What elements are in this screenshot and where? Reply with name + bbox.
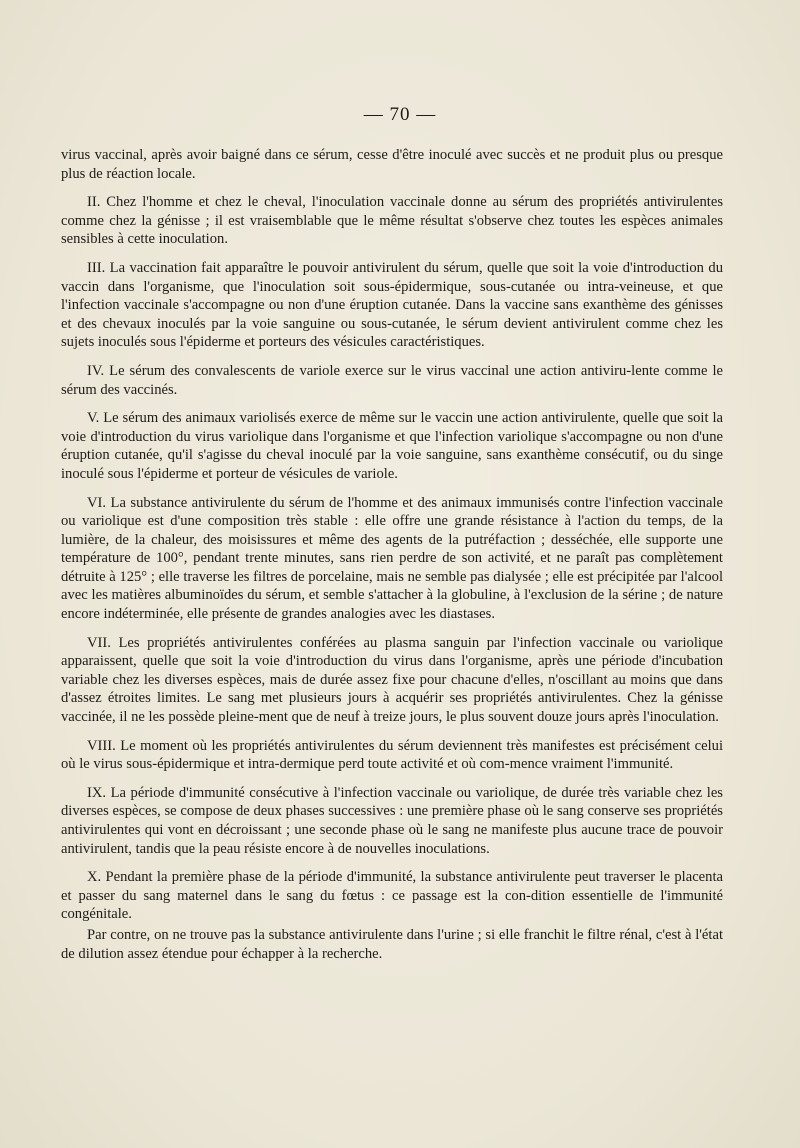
- paragraph-x: X. Pendant la première phase de la période d'immunité, la substance antivirulente peut traverser le placenta et passer du sang maternel dans le sang du fœtus : ce passage est la con-dition essentielle de l'immunité congénitale.: [61, 869, 723, 923]
- paragraph-ii: II. Chez l'homme et chez le cheval, l'inoculation vaccinale donne au sérum des propriétés antivirulentes comme chez la génisse ; il est vraisemblable que le même résultat s'observe chez toutes les espèces animales sensibles à cette inoculation.: [61, 194, 723, 248]
- page-number: — 70 —: [363, 104, 437, 125]
- paragraph-viii: VIII. Le moment où les propriétés antivirulentes du sérum deviennent très manifestes est précisément celui où le virus sous-épidermique et intra-dermique perd toute activité et où com-mence vraiment l'immunité.: [61, 737, 723, 773]
- paragraph-par-contre: Par contre, on ne trouve pas la substance antivirulente dans l'urine ; si elle franchit le filtre rénal, c'est à l'état de dilution assez étendue pour échapper à la recherche.: [61, 926, 723, 962]
- page-body: [61, 146, 723, 973]
- paragraph-v: V. Le sérum des animaux variolisés exerce de même sur le vaccin une action antivirulente, quelle que soit la voie d'introduction du virus variolique dans l'organisme et que l'infection variolique s'accompagne ou non d'une éruption cutanée, qu'il s'agisse du cheval inoculé par la voie sanguine, sans exanthème consécutif, ou du singe inoculé sous l'épiderme et porteur de vésicules de variole.: [61, 410, 723, 482]
- paragraph-iii: III. La vaccination fait apparaître le pouvoir antivirulent du sérum, quelle que soit la voie d'introduction du vaccin dans l'organisme, que l'inoculation soit sous-épidermique, sous-cutanée ou intra-veineuse, et que l'infection vaccinale s'accompagne ou non d'une éruption cutanée. Dans la vaccine sans exanthème des génisses et des chevaux inoculés par la voie sanguine ou sous-cutanée, le sérum devient antivirulent comme chez les sujets inoculés sous l'épiderme et porteurs des vésicules caractéristiques.: [61, 259, 723, 351]
- paragraph-vi: VI. La substance antivirulente du sérum de l'homme et des animaux immunisés contre l'infection vaccinale ou variolique est d'une composition très stable : elle offre une grande résistance à l'action du temps, de la lumière, de la chaleur, des moisissures et même des agents de la putréfaction ; desséchée, elle supporte une température de 100°, pendant trente minutes, sans rien perdre de son activité, et ne paraît pas complètement détruite à 125° ; elle traverse les filtres de porcelaine, mais ne semble pas dialysée ; elle est précipitée par l'alcool avec les matières albuminoïdes du sérum, et semble s'attacher à la globuline, à l'exclusion de la sérine ; de nature encore indéterminée, elle présente de grandes analogies avec les diastases.: [61, 494, 723, 623]
- paragraph-iv: IV. Le sérum des convalescents de variole exerce sur le virus vaccinal une action antiviru-lente comme le sérum des vaccinés.: [61, 362, 723, 398]
- paragraph-ix: IX. La période d'immunité consécutive à l'infection vaccinale ou variolique, de durée très variable chez les diverses espèces, se compose de deux phases successives : une première phase où le sang conserve ses propriétés antivirulentes qui vont en décroissant ; une seconde phase où le sang ne manifeste plus aucune trace de pouvoir antivirulent, tandis que la peau résiste encore à de nouvelles inoculations.: [61, 784, 723, 857]
- paragraph-vii: VII. Les propriétés antivirulentes conférées au plasma sanguin par l'infection vaccinale ou variolique apparaissent, quelle que soit la voie d'introduction du virus dans l'organisme, après une période d'incubation variable chez les diverses espèces, mais de durée assez fixe pour chacune d'elles, n'oscillant au moins que dans d'assez étroites limites. Le sang met plusieurs jours à acquérir ses propriétés antivirulentes. Chez la génisse vaccinée, il ne les possède pleine-ment que de neuf à treize jours, le plus souvent douze jours après l'inoculation.: [61, 634, 723, 726]
- paragraph-continuation: virus vaccinal, après avoir baigné dans ce sérum, cesse d'être inoculé avec succès et ne produit plus ou presque plus de réaction locale.: [61, 147, 723, 182]
